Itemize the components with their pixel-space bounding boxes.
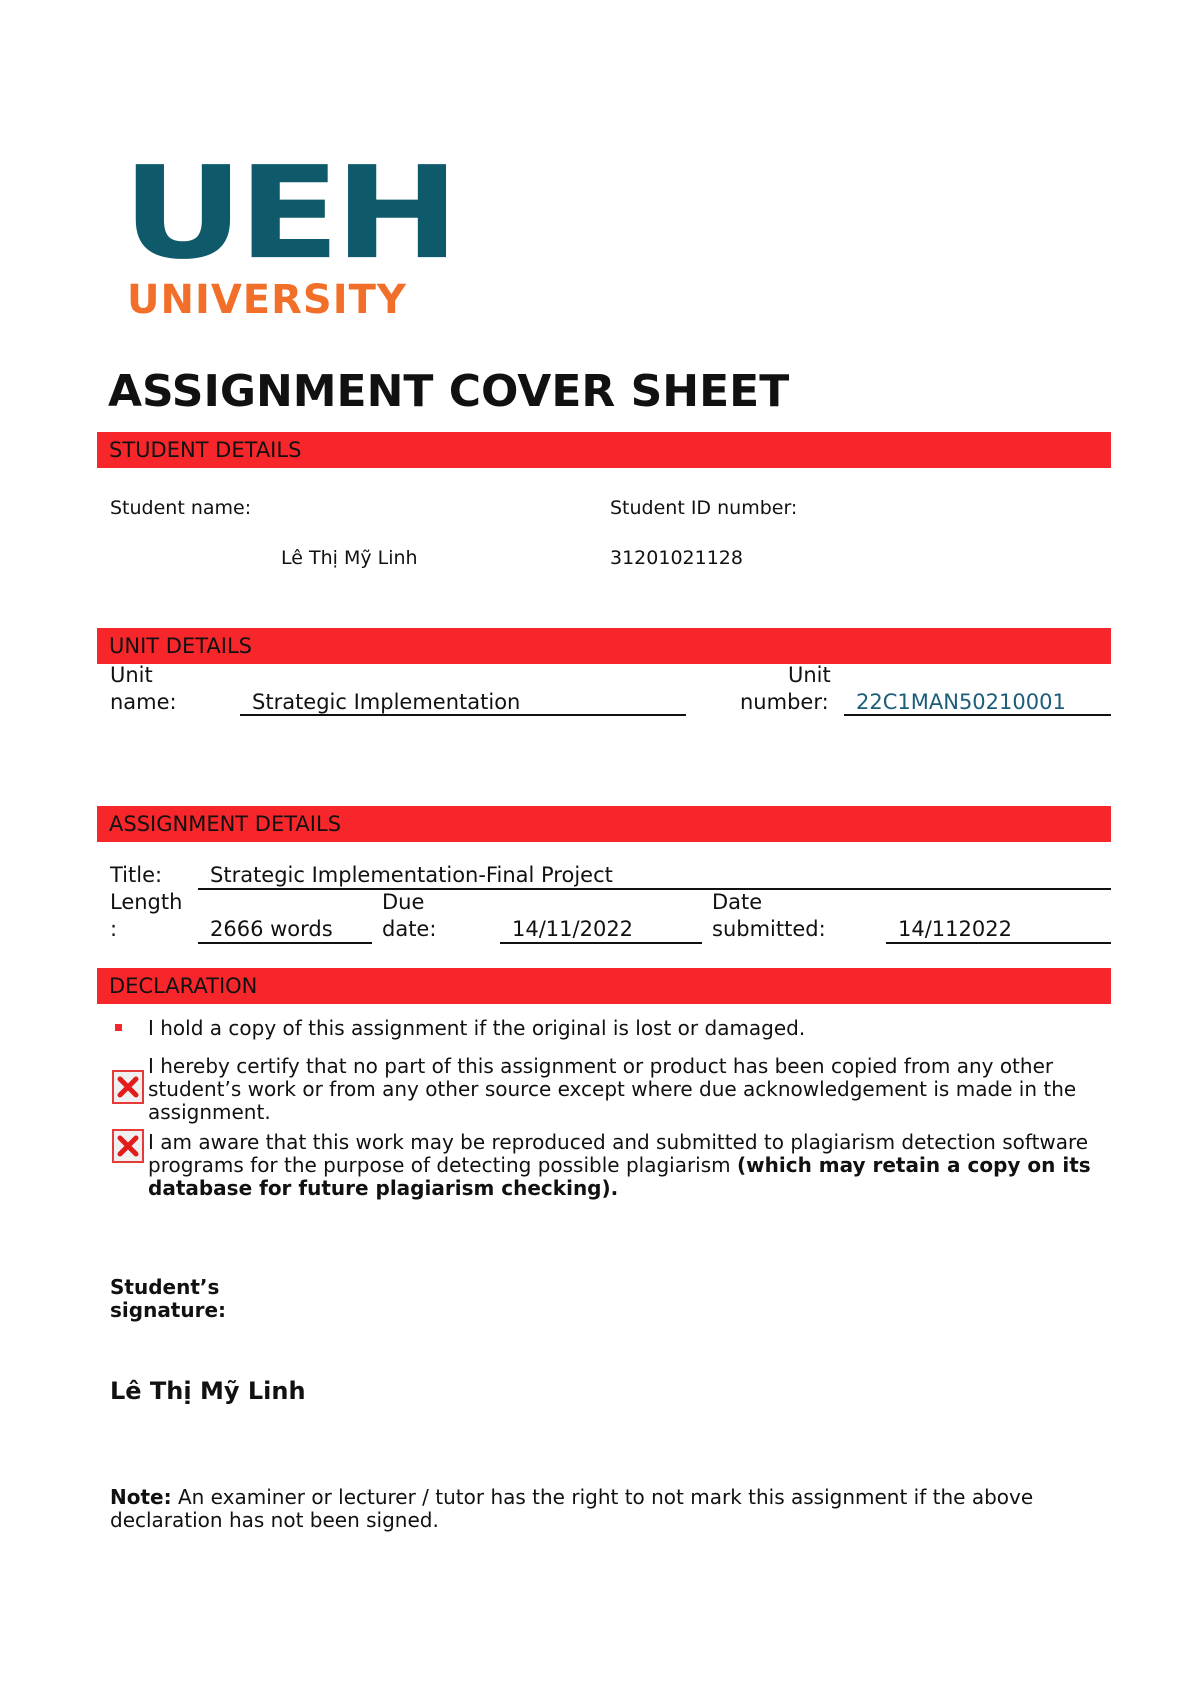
length-label-line1: Length xyxy=(110,890,183,914)
due-date-label-line2: date: xyxy=(382,917,437,941)
signature-value: Lê Thị Mỹ Linh xyxy=(110,1377,306,1405)
unit-name-label-line2: name: xyxy=(110,690,177,714)
ueh-logo-university: UNIVERSITY xyxy=(127,277,407,323)
unit-number-label-line2: number: xyxy=(740,690,829,714)
section-header-student-details: STUDENT DETAILS xyxy=(97,432,1111,468)
student-id-label: Student ID number: xyxy=(610,497,798,519)
date-submitted-label-line1: Date xyxy=(712,890,763,914)
declaration-item-1: I hold a copy of this assignment if the original is lost or damaged. xyxy=(148,1016,806,1040)
note xyxy=(110,1486,1100,1532)
length-value: 2666 words xyxy=(210,917,333,941)
section-header-assignment-details: ASSIGNMENT DETAILS xyxy=(97,806,1111,842)
unit-name-label-line1: Unit xyxy=(110,663,153,687)
page-title: ASSIGNMENT COVER SHEET xyxy=(108,366,790,417)
student-name-value: Lê Thị Mỹ Linh xyxy=(281,547,418,569)
due-date-underline xyxy=(500,942,702,944)
student-name-label: Student name: xyxy=(110,497,252,519)
unit-name-value: Strategic Implementation xyxy=(252,690,521,714)
declaration-item-2: I hereby certify that no part of this assignment or product has been copied from any other student’s work or from any other source except where due acknowledgement is made in the assignment. xyxy=(148,1054,1077,1124)
unit-name-underline xyxy=(240,714,686,716)
date-submitted-value: 14/112022 xyxy=(898,917,1012,941)
due-date-value: 14/11/2022 xyxy=(512,917,634,941)
red-x-icon xyxy=(116,1134,140,1158)
date-submitted-label-line2: submitted: xyxy=(712,917,826,941)
length-label-line2: : xyxy=(110,917,118,941)
declaration-item-3-text: I am aware that this work may be reproduced and submitted to plagiarism detection software programs for the purpose of detecting possible plagiarism xyxy=(148,1130,1089,1177)
signature-label-line1: Student’s xyxy=(110,1275,220,1299)
declaration-checkbox-2[interactable] xyxy=(112,1129,144,1163)
title-value: Strategic Implementation-Final Project xyxy=(210,863,613,887)
ueh-logo-word: UEH xyxy=(122,139,454,288)
unit-number-label-line1: Unit xyxy=(788,663,831,687)
unit-number-value: 22C1MAN50210001 xyxy=(856,690,1066,714)
section-header-declaration: DECLARATION xyxy=(97,968,1111,1004)
due-date-label-line1: Due xyxy=(382,890,425,914)
student-id-value: 31201021128 xyxy=(610,547,743,569)
section-header-unit-details: UNIT DETAILS xyxy=(97,628,1111,664)
title-underline xyxy=(198,888,1111,890)
note-text: An examiner or lecturer / tutor has the right to not mark this assignment if the above declaration has not been signed. xyxy=(110,1485,1034,1532)
declaration-item-3 xyxy=(148,1131,1108,1200)
length-underline xyxy=(198,942,372,944)
note-label: Note: xyxy=(110,1485,172,1509)
unit-number-underline xyxy=(844,714,1111,716)
date-submitted-underline xyxy=(886,942,1111,944)
signature-label-line2: signature: xyxy=(110,1298,227,1322)
declaration-checkbox-1[interactable] xyxy=(112,1070,144,1104)
bullet-square-icon xyxy=(115,1024,122,1031)
red-x-icon xyxy=(116,1075,140,1099)
declaration-item-3-bold: (which may retain a copy on its database for future plagiarism checking). xyxy=(148,1153,1091,1200)
title-label: Title: xyxy=(110,863,163,887)
